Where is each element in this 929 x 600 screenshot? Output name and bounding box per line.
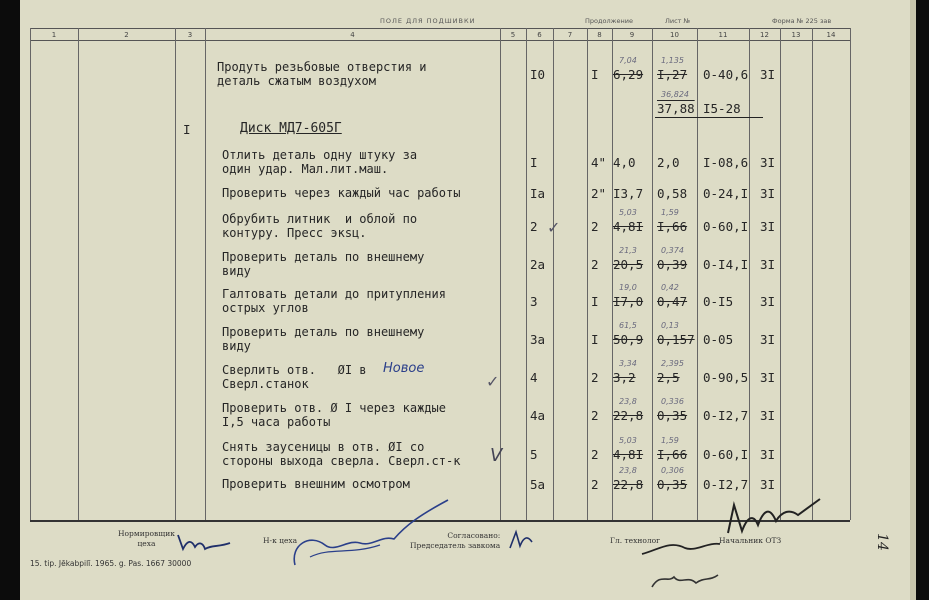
handwritten-norm-value: 5,03 bbox=[619, 436, 637, 445]
time-value: 0,58 bbox=[657, 186, 688, 201]
rate-value: 0-I5 bbox=[703, 294, 734, 309]
normer-label: Нормировщик цеха bbox=[118, 529, 175, 548]
handwritten-time-value: 0,13 bbox=[661, 321, 679, 330]
form-header bbox=[30, 17, 850, 27]
operation-text: Проверить отв. Ø I через каждые I,5 часа работы bbox=[222, 401, 446, 429]
time-value-struck: 2,5 bbox=[657, 370, 680, 385]
norm-value-struck: 4,8I bbox=[613, 219, 644, 234]
continuation-label: Продолжение bbox=[585, 17, 633, 25]
handwritten-norm-value: 23,8 bbox=[619, 397, 637, 406]
operation-text: Проверить внешним осмотром bbox=[222, 477, 410, 491]
operator-count: 2 bbox=[591, 257, 599, 272]
norm-value-struck: 20,5 bbox=[613, 257, 644, 272]
check-mark-icon: ✓ bbox=[486, 372, 500, 391]
check-mark-icon: V bbox=[490, 445, 503, 466]
operation-text: Обрубить литник и облой по контуру. Пресс экsц. bbox=[222, 212, 418, 240]
handwritten-time-value: 0,42 bbox=[661, 283, 679, 292]
operator-count: I bbox=[591, 67, 599, 82]
operation-text: Сверлить отв. ØI в Сверл.станок bbox=[222, 363, 367, 391]
grade-value: 3I bbox=[760, 477, 776, 492]
grade-value: 3I bbox=[760, 219, 776, 234]
grid-column-line bbox=[526, 28, 527, 520]
grade-value: 3I bbox=[760, 67, 776, 82]
grid-column-line bbox=[78, 28, 79, 520]
time-value-struck: 0,35 bbox=[657, 408, 688, 423]
side-page-mark: 14 bbox=[873, 533, 890, 551]
technologist-label: Гл. технолог bbox=[610, 536, 661, 545]
norm-value-struck: 3,2 bbox=[613, 370, 636, 385]
grade-value: 3I bbox=[760, 408, 776, 423]
grade-value: 3I bbox=[760, 186, 776, 201]
time-value-struck: I,66 bbox=[657, 219, 688, 234]
handwritten-norm-value: 23,8 bbox=[619, 466, 637, 475]
check-mark-icon: ✓ bbox=[547, 218, 561, 237]
grade-value: 3I bbox=[760, 294, 776, 309]
rate-value: 0-I2,7 bbox=[703, 477, 749, 492]
operation-text: Проверить через каждый час работы bbox=[222, 186, 461, 200]
rate-value: 0-60,I bbox=[703, 447, 749, 462]
column-number-11: 11 bbox=[718, 31, 728, 39]
column-number-7: 7 bbox=[567, 31, 573, 39]
grid-column-line bbox=[652, 28, 653, 520]
extra-signature-icon bbox=[650, 565, 720, 595]
time-value-struck: 0,39 bbox=[657, 257, 688, 272]
operation-text: Проверить деталь по внешнему виду bbox=[222, 325, 425, 353]
operation-number: 4 bbox=[530, 370, 538, 385]
sheet-edge bbox=[910, 0, 916, 600]
norm-value: 4,0 bbox=[613, 155, 636, 170]
chief-label: Начальник ОТЗ bbox=[719, 536, 782, 545]
grade-value: 3I bbox=[760, 155, 776, 170]
operator-count: 2 bbox=[591, 370, 599, 385]
print-info: 15. tip. Jēkabpilī. 1965. g. Pas. 1667 30000 bbox=[30, 559, 192, 568]
part-title: Диск МД7-605Г bbox=[240, 121, 342, 136]
handwritten-time-value: 1,135 bbox=[661, 56, 684, 65]
grid-column-line bbox=[175, 28, 176, 520]
handwritten-time-value: 36,824 bbox=[661, 90, 689, 99]
grid-column-line bbox=[587, 28, 588, 520]
norm-value: I3,7 bbox=[613, 186, 644, 201]
handwritten-norm-value: 61,5 bbox=[619, 321, 637, 330]
handwritten-time-value: 0,374 bbox=[661, 246, 684, 255]
operator-count: 2 bbox=[591, 408, 599, 423]
rate-value: 0-I2,7 bbox=[703, 408, 749, 423]
column-number-12: 12 bbox=[760, 31, 769, 39]
column-number-13: 13 bbox=[791, 31, 801, 39]
handwritten-norm-value: 3,34 bbox=[619, 359, 637, 368]
norm-value-struck: 22,8 bbox=[613, 408, 644, 423]
operation-number: 2 bbox=[530, 219, 538, 234]
column-number-14: 14 bbox=[826, 31, 836, 39]
time-value-struck: 0,47 bbox=[657, 294, 688, 309]
operation-text: Галтовать детали до притупления острых углов bbox=[222, 287, 446, 315]
grid-column-line bbox=[553, 28, 554, 520]
norm-value-struck: 50,9 bbox=[613, 332, 644, 347]
rate-value: 0-05 bbox=[703, 332, 734, 347]
rate-value: 0-60,I bbox=[703, 219, 749, 234]
column-number-5: 5 bbox=[510, 31, 516, 39]
operator-count: 4" bbox=[591, 155, 607, 170]
norm-value-struck: I7,0 bbox=[613, 294, 644, 309]
grid-column-line bbox=[749, 28, 750, 520]
operation-text: Продуть резьбовые отверстия и деталь сжатым воздухом bbox=[217, 60, 427, 88]
operation-number: 3 bbox=[530, 294, 538, 309]
grade-value: 3I bbox=[760, 332, 776, 347]
column-number-2: 2 bbox=[124, 31, 129, 39]
grade-value: 3I bbox=[760, 447, 776, 462]
operation-number: 2а bbox=[530, 257, 546, 272]
operator-count: 2 bbox=[591, 447, 599, 462]
column-number-6: 6 bbox=[537, 31, 542, 39]
handwritten-time-value: 0,306 bbox=[661, 466, 684, 475]
operation-number: Iа bbox=[530, 186, 546, 201]
grid-column-line bbox=[812, 28, 813, 520]
chief-signature-icon bbox=[720, 495, 830, 545]
operator-count: 2" bbox=[591, 186, 607, 201]
grid-column-line bbox=[780, 28, 781, 520]
total-underline bbox=[655, 117, 763, 118]
normer-signature-icon bbox=[175, 525, 235, 555]
operator-count: 2 bbox=[591, 219, 599, 234]
grid-header-line bbox=[30, 40, 850, 41]
norm-value-struck: 22,8 bbox=[613, 477, 644, 492]
grade-value: 3I bbox=[760, 257, 776, 272]
column-number-10: 10 bbox=[670, 31, 679, 39]
grid-column-line bbox=[205, 28, 206, 520]
handwritten-norm-value: 5,03 bbox=[619, 208, 637, 217]
rate-value: I5-28 bbox=[703, 101, 741, 116]
operation-text: Отлить деталь одну штуку за один удар. Мал.лит.маш. bbox=[222, 148, 418, 176]
binding-field-label: ПОЛЕ ДЛЯ ПОДШИВКИ bbox=[380, 17, 476, 25]
rate-value: 0-I4,I bbox=[703, 257, 749, 272]
operation-number: 5а bbox=[530, 477, 546, 492]
agreed-label: Согласовано: Председатель завкома bbox=[410, 531, 501, 550]
handwritten-norm-value: 7,04 bbox=[619, 56, 637, 65]
rate-value: 0-40,6 bbox=[703, 67, 749, 82]
handwritten-norm-value: 21,3 bbox=[619, 246, 637, 255]
grid-column-line bbox=[850, 28, 851, 520]
operator-count: I bbox=[591, 332, 599, 347]
handwritten-time-value: 2,395 bbox=[661, 359, 684, 368]
handwritten-time-value: 1,59 bbox=[661, 436, 679, 445]
operation-text: Проверить деталь по внешнему виду bbox=[222, 250, 425, 278]
time-value: 37,88 bbox=[657, 101, 695, 116]
handwritten-time-value: 1,59 bbox=[661, 208, 679, 217]
time-value: 2,0 bbox=[657, 155, 680, 170]
shop-head-signature-icon bbox=[290, 495, 450, 575]
column-number-4: 4 bbox=[350, 31, 355, 39]
time-value-struck: 0,35 bbox=[657, 477, 688, 492]
operation-number: I bbox=[530, 155, 538, 170]
norm-value-struck: 4,8I bbox=[613, 447, 644, 462]
time-value-struck: 0,157 bbox=[657, 332, 695, 347]
handwritten-norm-value: 19,0 bbox=[619, 283, 637, 292]
column-number-3: 3 bbox=[187, 31, 193, 39]
grid-column-line bbox=[30, 28, 31, 520]
rate-value: I-08,6 bbox=[703, 155, 749, 170]
handwritten-time-value: 0,336 bbox=[661, 397, 684, 406]
column-number-8: 8 bbox=[597, 31, 602, 39]
operation-number: I0 bbox=[530, 67, 546, 82]
operation-number: 3а bbox=[530, 332, 546, 347]
operator-count: 2 bbox=[591, 477, 599, 492]
operation-number: 5 bbox=[530, 447, 538, 462]
form-number-label: Форма № 225 зав bbox=[772, 17, 832, 25]
shop-head-label: Н-к цеха bbox=[263, 536, 298, 545]
rate-value: 0-90,5 bbox=[703, 370, 749, 385]
sheet-number-label: Лист № bbox=[665, 17, 691, 25]
rate-value: 0-24,I bbox=[703, 186, 749, 201]
time-value-struck: I,66 bbox=[657, 447, 688, 462]
column-number-9: 9 bbox=[629, 31, 635, 39]
grid-top-line bbox=[30, 28, 850, 29]
operator-count: I bbox=[591, 294, 599, 309]
time-value-struck: I,27 bbox=[657, 67, 688, 82]
norm-value-struck: 6,29 bbox=[613, 67, 644, 82]
grade-value: 3I bbox=[760, 370, 776, 385]
handwritten-hole-note: Новое bbox=[383, 361, 425, 376]
operation-number: 4а bbox=[530, 408, 546, 423]
row-group-number: I bbox=[183, 122, 191, 137]
column-number-1: 1 bbox=[51, 31, 57, 39]
agreed-signature-icon bbox=[506, 528, 536, 552]
grid-column-line bbox=[697, 28, 698, 520]
operation-text: Снять заусеницы в отв. ØI со стороны выхода сверла. Сверл.ст-к bbox=[222, 440, 461, 468]
